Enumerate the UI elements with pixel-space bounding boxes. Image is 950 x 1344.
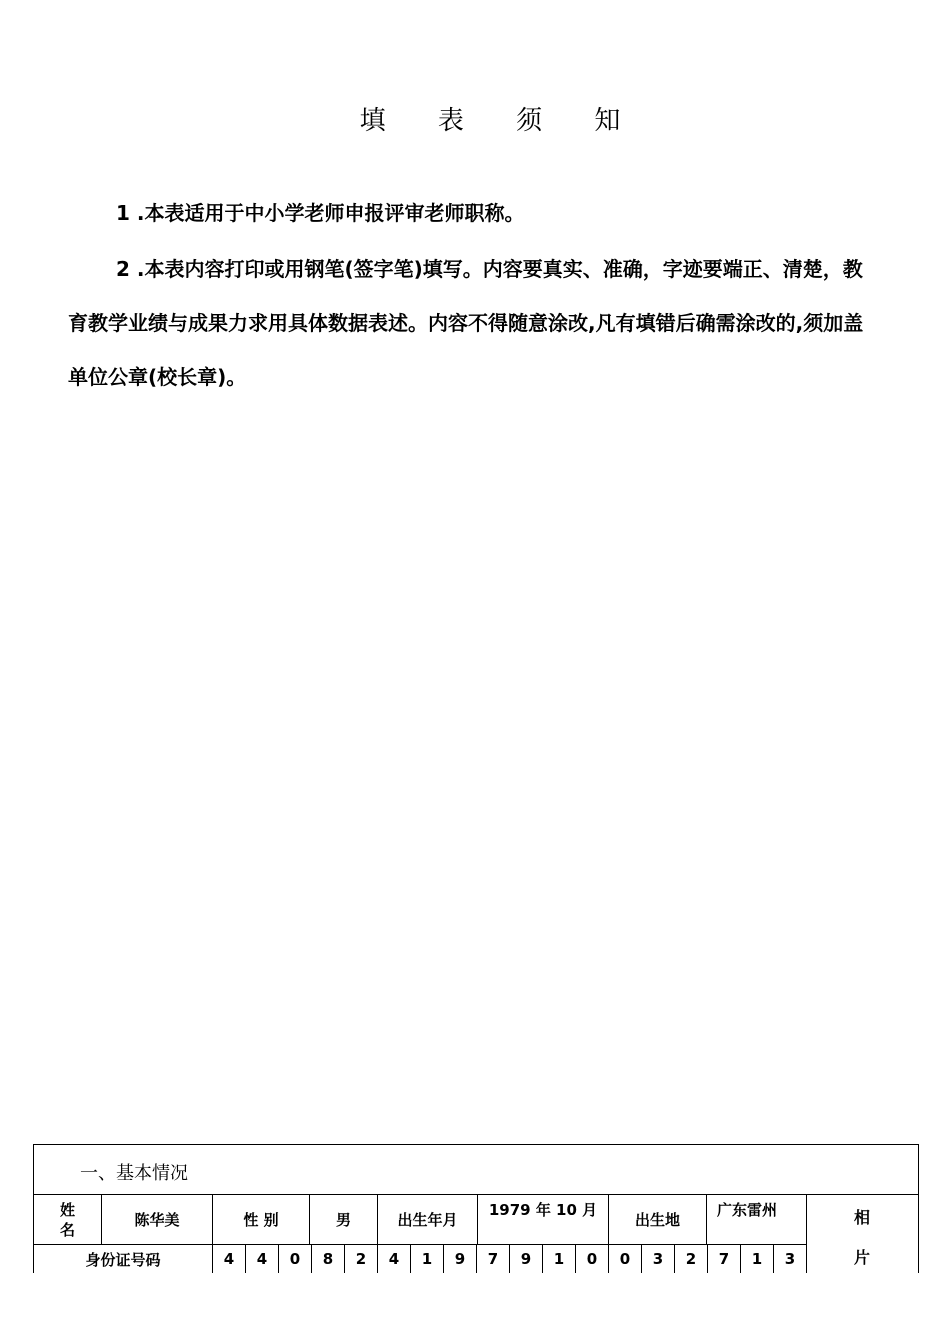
section-title: 一、基本情况 <box>80 1163 188 1184</box>
name-value: 陈华美 <box>102 1195 213 1245</box>
notice-item-1: 1 .本表适用于中小学老师申报评审老师职称。 <box>116 201 525 225</box>
id-label: 身份证号码 <box>34 1245 213 1273</box>
photo-label-1: 相 <box>854 1208 871 1227</box>
id-digit: 1 <box>543 1245 576 1273</box>
notice-title: 填 表 须 知 <box>359 106 643 136</box>
gender-label: 性 别 <box>213 1195 310 1245</box>
section-header <box>34 1145 918 1195</box>
id-digit: 0 <box>576 1245 609 1273</box>
photo-label-2: 片 <box>854 1248 871 1267</box>
id-digit: 8 <box>312 1245 345 1273</box>
id-digit: 3 <box>774 1245 807 1273</box>
birthplace-label: 出生地 <box>609 1195 707 1245</box>
basic-info-form <box>33 1144 919 1273</box>
id-digit: 7 <box>708 1245 741 1273</box>
birth-value: 1979 年 10 月 <box>478 1195 609 1245</box>
id-digit: 1 <box>741 1245 774 1273</box>
id-digit: 0 <box>279 1245 312 1273</box>
id-digit: 9 <box>510 1245 543 1273</box>
birth-label: 出生年月 <box>378 1195 478 1245</box>
name-label: 姓 名 <box>34 1195 102 1245</box>
id-digit: 0 <box>609 1245 642 1273</box>
gender-value: 男 <box>310 1195 378 1245</box>
id-digit: 9 <box>444 1245 477 1273</box>
id-digit: 2 <box>675 1245 708 1273</box>
id-digit: 2 <box>345 1245 378 1273</box>
photo-cell <box>807 1195 918 1273</box>
notice-item-2: 2 .本表内容打印或用钢笔(签字笔)填写。内容要真实、准确，字迹要端正、清楚，教育教学业绩与成果力求用具体数据表述。内容不得随意涂改,凡有填错后确需涂改的,须加盖单位公章(校长章)。 <box>68 257 864 389</box>
id-digit: 4 <box>378 1245 411 1273</box>
id-digit: 1 <box>411 1245 444 1273</box>
id-digit: 3 <box>642 1245 675 1273</box>
id-digit: 4 <box>246 1245 279 1273</box>
id-digit: 7 <box>477 1245 510 1273</box>
id-digit: 4 <box>213 1245 246 1273</box>
birthplace-value: 广东雷州 <box>707 1195 807 1245</box>
